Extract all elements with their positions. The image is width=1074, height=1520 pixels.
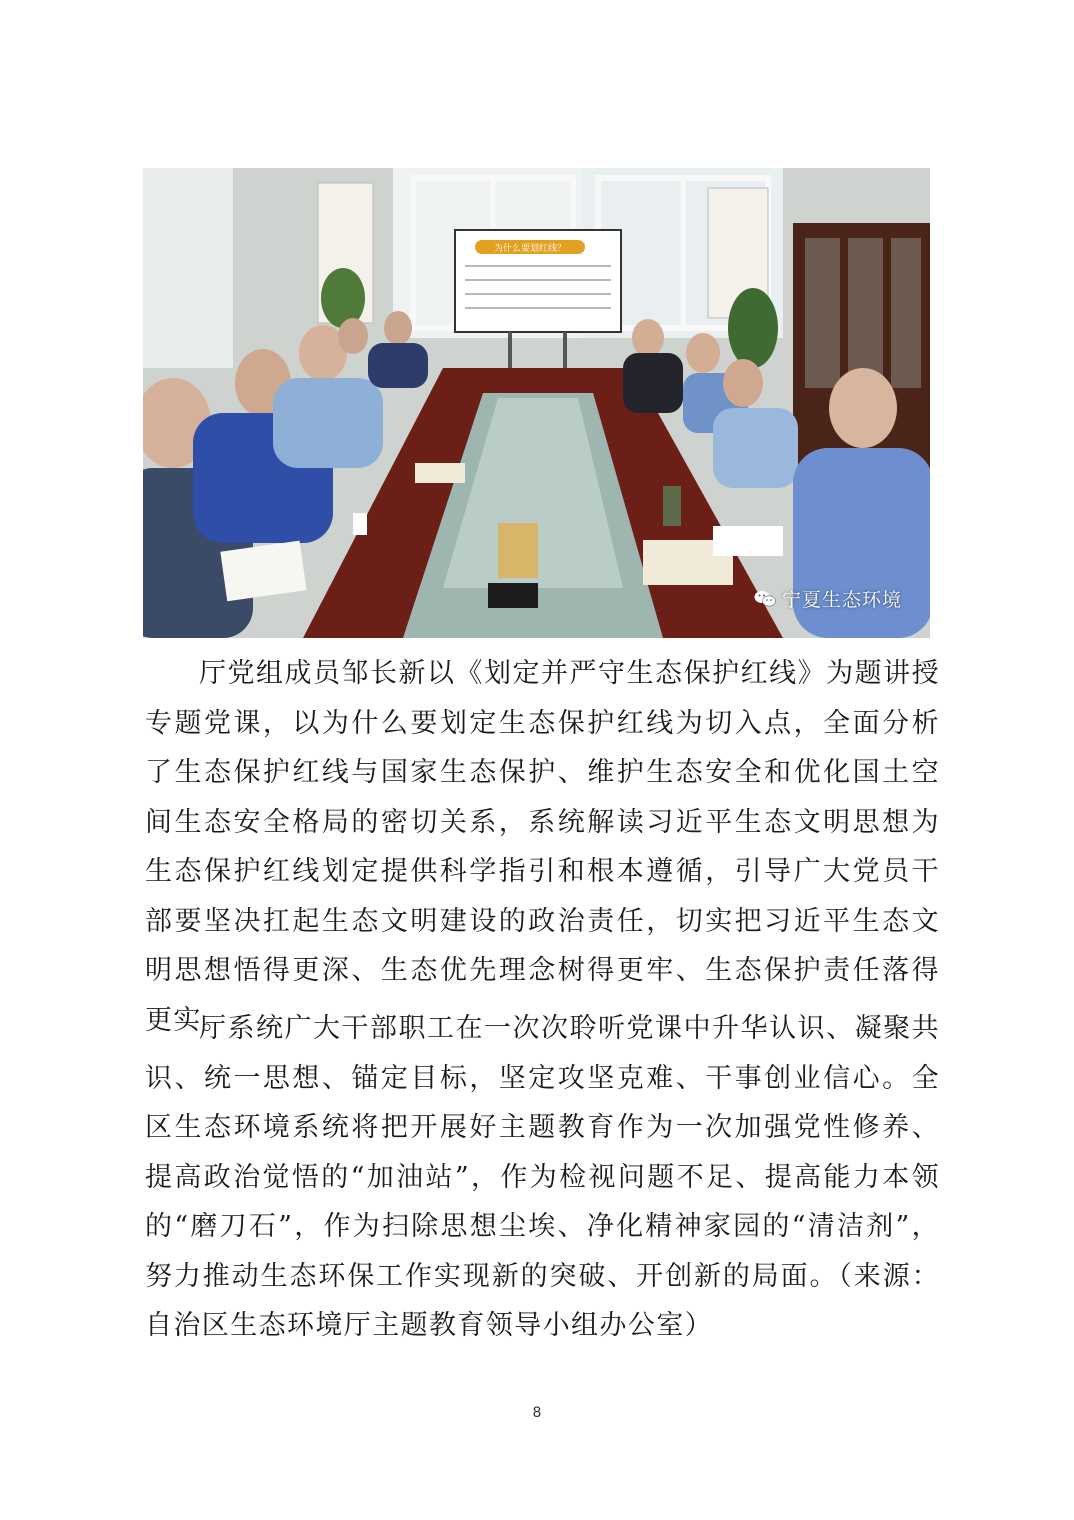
body-paragraph-2: 厅系统广大干部职工在一次次聆听党课中升华认识、凝聚共识、统一思想、锚定目标，坚定攻坚克难、干事创业信心。全区生态环境系统将把开展好主题教育作为一次加强党性修养、提高政治觉悟的“加油站”，作为检视问题不足、提高能力本领的“磨刀石”，作为扫除思想尘埃、净化精神家园的“清洁剂”，努力推动生态环保工作实现新的突破、开创新的局面。（来源：自治区生态环境厅主题教育领导小组办公室） [145,1013,940,1341]
body-paragraph-1: 厅党组成员邹长新以《划定并严守生态保护红线》为题讲授专题党课，以为什么要划定生态保护红线为切入点，全面分析了生态保护红线与国家生态保护、维护生态安全和优化国土空间生态安全格局的密切关系，系统解读习近平生态文明思想为生态保护红线划定提供科学指引和根本遵循，引导广大党员干部要坚决扛起生态文明建设的政治责任，切实把习近平生态文明思想悟得更深、生态优先理念树得更牢、生态保护责任落得更实。 [145,658,940,1036]
wechat-icon [754,590,776,608]
meeting-photo-illustration [143,168,930,638]
watermark-text: 宁夏生态环境 [781,589,902,611]
slide-title: 为什么要划红线？ [493,244,567,254]
page-number: 8 [532,1405,542,1421]
meeting-photo [143,168,930,638]
watermark [754,585,902,612]
